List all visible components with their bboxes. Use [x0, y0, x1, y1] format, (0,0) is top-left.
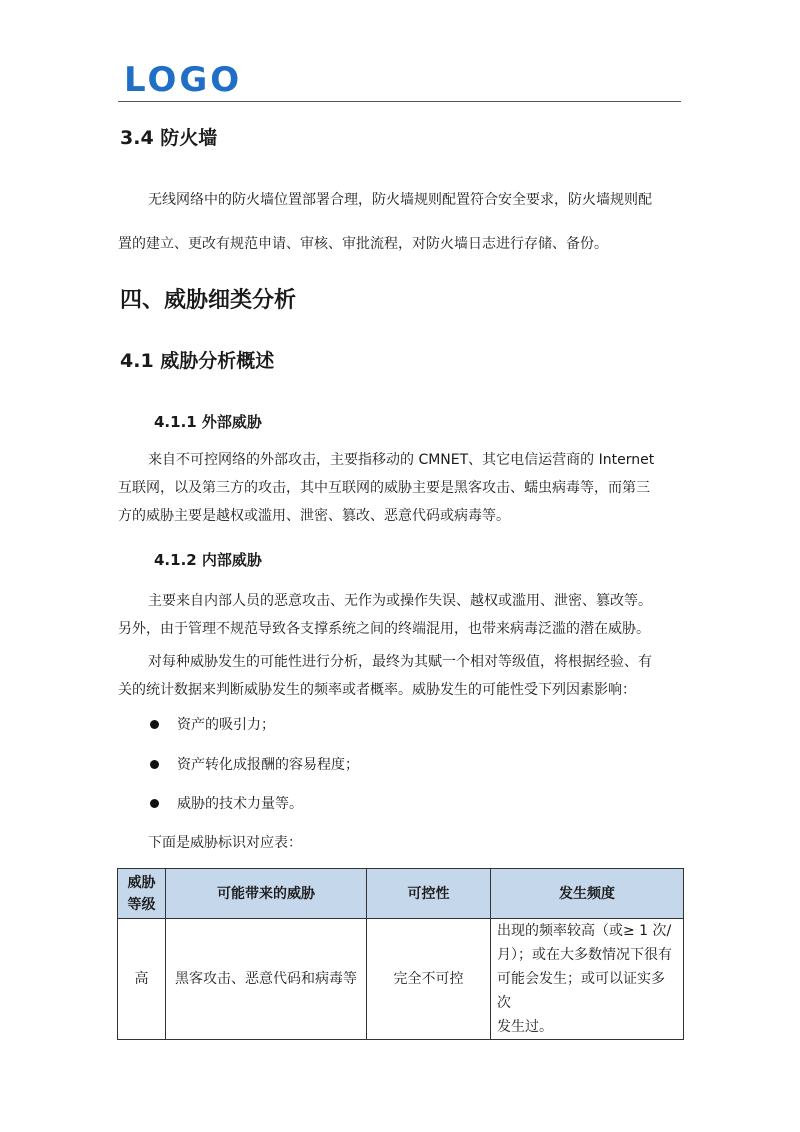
table-header-row	[118, 869, 684, 919]
text-line: 对每种威胁发生的可能性进行分析，最终为其赋一个相对等级值，将根据经验、有	[148, 654, 652, 670]
threat-table	[117, 868, 684, 1040]
header-text: 等级	[127, 896, 156, 913]
bullet-item	[150, 793, 303, 815]
text-line: 互联网，以及第三方的攻击，其中互联网的威胁主要是黑客攻击、蠕虫病毒等，而第三	[118, 480, 650, 496]
header-divider	[118, 101, 681, 102]
paragraph-external-threats	[118, 446, 682, 530]
bullet-dot-icon	[150, 799, 159, 808]
text-line: 方的威胁主要是越权或滥用、泄密、篡改、恶意代码或病毒等。	[118, 508, 510, 524]
text-line: 可能会发生；或可以证实多次	[497, 971, 665, 1011]
cell-frequency	[491, 919, 684, 1040]
table-row	[118, 919, 684, 1040]
section-heading-4-1: 4.1 威胁分析概述	[120, 350, 275, 372]
subsection-heading-4-1-1: 4.1.1 外部威胁	[154, 413, 262, 431]
text-line: 置的建立、更改有规范申请、审核、审批流程，对防火墙日志进行存储、备份。	[118, 236, 608, 252]
text-line: 无线网络中的防火墙位置部署合理，防火墙规则配置符合安全要求，防火墙规则配	[148, 192, 652, 208]
header-possible-threats: 可能带来的威胁	[166, 869, 367, 919]
table-intro	[118, 832, 682, 854]
text-line: 来自不可控网络的外部攻击，主要指移动的 CMNET、其它电信运营商的 Internet	[148, 452, 655, 468]
text-line: 出现的频率较高（或≥ 1 次/	[497, 923, 672, 939]
header-threat-level	[118, 869, 166, 919]
bullet-item	[150, 754, 359, 776]
paragraph-internal-threats	[118, 587, 682, 643]
bullet-dot-icon	[150, 720, 159, 729]
text-line: 主要来自内部人员的恶意攻击、无作为或操作失误、越权或滥用、泄密、篡改等。	[148, 593, 652, 609]
paragraph-likelihood	[118, 648, 682, 704]
cell-threats: 黑客攻击、恶意代码和病毒等	[166, 919, 367, 1040]
cell-controllability: 完全不可控	[367, 919, 491, 1040]
header-text: 威胁	[127, 874, 156, 891]
text-line: 另外，由于管理不规范导致各支撑系统之间的终端混用，也带来病毒泛滥的潜在威胁。	[118, 621, 650, 637]
text-line: 下面是威胁标识对应表：	[148, 835, 302, 851]
bullet-text: 资产的吸引力；	[177, 717, 275, 733]
bullet-text: 威胁的技术力量等。	[177, 796, 303, 812]
cell-level: 高	[118, 919, 166, 1040]
bullet-item	[150, 714, 275, 736]
logo: LOGO	[124, 60, 243, 100]
text-line: 关的统计数据来判断威胁发生的频率或者概率。威胁发生的可能性受下列因素影响：	[118, 682, 636, 698]
bullet-dot-icon	[150, 760, 159, 769]
header-frequency: 发生频度	[491, 869, 684, 919]
text-line: 月）；或在大多数情况下很有	[497, 947, 672, 963]
section-heading-3-4: 3.4 防火墙	[120, 127, 218, 149]
text-line: 发生过。	[497, 1019, 553, 1035]
subsection-heading-4-1-2: 4.1.2 内部威胁	[154, 551, 262, 569]
chapter-heading-4: 四、威胁细类分析	[120, 288, 297, 313]
paragraph-firewall	[118, 178, 682, 266]
bullet-text: 资产转化成报酬的容易程度；	[177, 757, 359, 773]
header-controllability: 可控性	[367, 869, 491, 919]
